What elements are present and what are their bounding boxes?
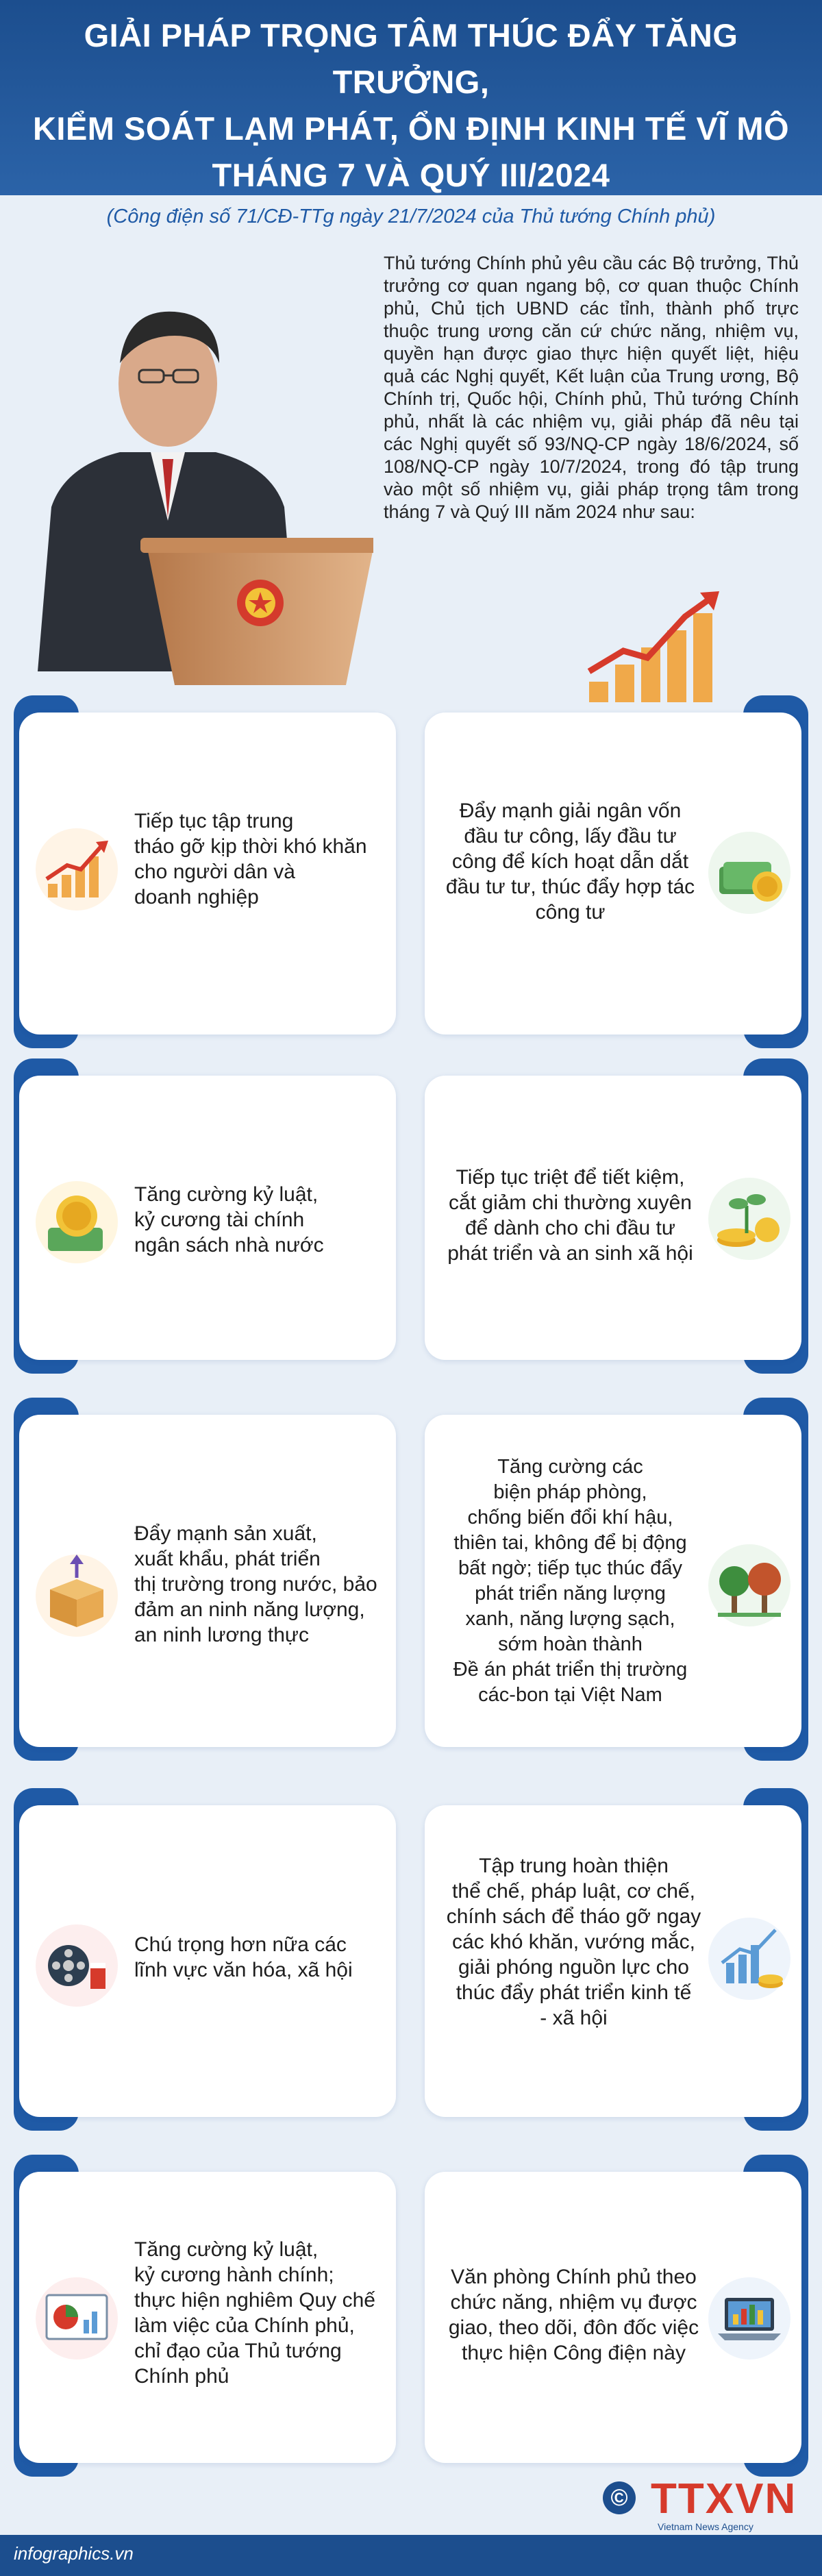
page-title — [27, 12, 795, 199]
footer-site-link[interactable]: infographics.vn — [14, 2543, 134, 2564]
card-7 — [19, 1805, 396, 2117]
prime-minister-photo — [10, 260, 373, 685]
card-3-text: Tăng cường kỷ luật, kỷ cương tài chính ngân sách nhà nước — [134, 1183, 324, 1256]
title-line-1: GIẢI PHÁP TRỌNG TÂM THÚC ĐẨY TĂNG TRƯỞNG, — [84, 17, 738, 100]
gold-coin-cash-icon — [33, 1178, 121, 1266]
card-3 — [19, 1076, 396, 1360]
card-8-text: Tập trung hoàn thiện thể chế, pháp luật, cơ chế, chính sách để tháo gỡ ngay các khó khăn, vướng mắc, giải phóng nguồn lực cho thúc đẩy phát triển kinh tế - xã hội — [446, 1855, 701, 2029]
page-subtitle: (Công điện số 71/CĐ-TTg ngày 21/7/2024 của Thủ tướng Chính phủ) — [106, 206, 716, 227]
card-7-text: Chú trọng hơn nữa các lĩnh vực văn hóa, xã hội — [134, 1933, 353, 1981]
laptop-chart-icon — [706, 2275, 793, 2362]
coins-chart-icon — [706, 1915, 793, 2003]
card-4-text: Tiếp tục triệt để tiết kiệm, cắt giảm chi thường xuyên để dành cho chi đầu tư phát triển và an sinh xã hội — [447, 1166, 693, 1265]
coin-plant-icon — [706, 1175, 793, 1263]
card-4 — [425, 1076, 801, 1360]
card-1 — [19, 713, 396, 1035]
film-reel-icon — [33, 1922, 121, 2009]
card-6-text: Tăng cường các biện pháp phòng, chống biến đổi khí hậu, thiên tai, không để bị động bất ngờ; tiếp tục thúc đẩy phát triển năng lượng xanh, năng lượng sạch, sớm hoàn thành Đề án phát triển thị trường các-bon tại Việt Nam — [453, 1456, 688, 1706]
card-6 — [425, 1415, 801, 1747]
card-5-text: Đẩy mạnh sản xuất, xuất khẩu, phát triển thị trường trong nước, bảo đảm an ninh năng lượng, an ninh lương thực — [134, 1522, 377, 1646]
trees-icon — [706, 1541, 793, 1629]
intro-paragraph: Thủ tướng Chính phủ yêu cầu các Bộ trưởng, Thủ trưởng cơ quan ngang bộ, cơ quan thuộc Chính phủ, Chủ tịch UBND các tỉnh, thành phố trực thuộc trung ương căn cứ chức năng, nhiệm vụ, quyền hạn được giao thực hiện quyết liệt, hiệu quả các Nghị quyết, Kết luận của Trung ương, Bộ Chính trị, Quốc hội, Chính phủ, Thủ tướng Chính phủ, nhất là các nhiệm vụ, giải pháp đã nêu tại các Nghị quyết số 93/NQ-CP ngày 18/6/2024, số 108/NQ-CP ngày 10/7/2024, trong đó tập trung vào một số nhiệm vụ, giải pháp trọng tâm trong tháng 7 và Quý III năm 2024 như sau: — [384, 253, 799, 522]
ttxvn-logo: TTXVN — [651, 2475, 797, 2523]
card-10-text: Văn phòng Chính phủ theo chức năng, nhiệm vụ được giao, theo dõi, đôn đốc việc thực hiện Công điện này — [448, 2266, 699, 2364]
card-10 — [425, 2172, 801, 2463]
title-line-3: THÁNG 7 VÀ QUÝ III/2024 — [212, 157, 610, 193]
card-5 — [19, 1415, 396, 1747]
card-2 — [425, 713, 801, 1035]
copyright-symbol: © — [603, 2481, 636, 2514]
growth-bar-chart-icon — [582, 586, 726, 706]
money-coin-icon — [706, 829, 793, 917]
card-1-text: Tiếp tục tập trung tháo gỡ kịp thời khó khăn cho người dân và doanh nghiệp — [134, 810, 367, 908]
card-9 — [19, 2172, 396, 2463]
card-8 — [425, 1805, 801, 2117]
ttxvn-logo-subtitle: Vietnam News Agency — [658, 2521, 754, 2532]
box-icon — [33, 1552, 121, 1639]
card-2-text: Đẩy mạnh giải ngân vốn đầu tư công, lấy đầu tư công để kích hoạt dẫn dắt đầu tư tư, thúc đẩy hợp tác công tư — [445, 800, 695, 924]
title-line-2: KIỂM SOÁT LẠM PHÁT, ỔN ĐỊNH KINH TẾ VĨ MÔ — [32, 110, 790, 147]
card-9-text: Tăng cường kỷ luật, kỷ cương hành chính; thực hiện nghiêm Quy chế làm việc của Chính phủ, chỉ đạo của Thủ tướng Chính phủ — [134, 2238, 375, 2388]
analytics-icon — [33, 2275, 121, 2362]
growth-chart-icon — [33, 826, 121, 913]
